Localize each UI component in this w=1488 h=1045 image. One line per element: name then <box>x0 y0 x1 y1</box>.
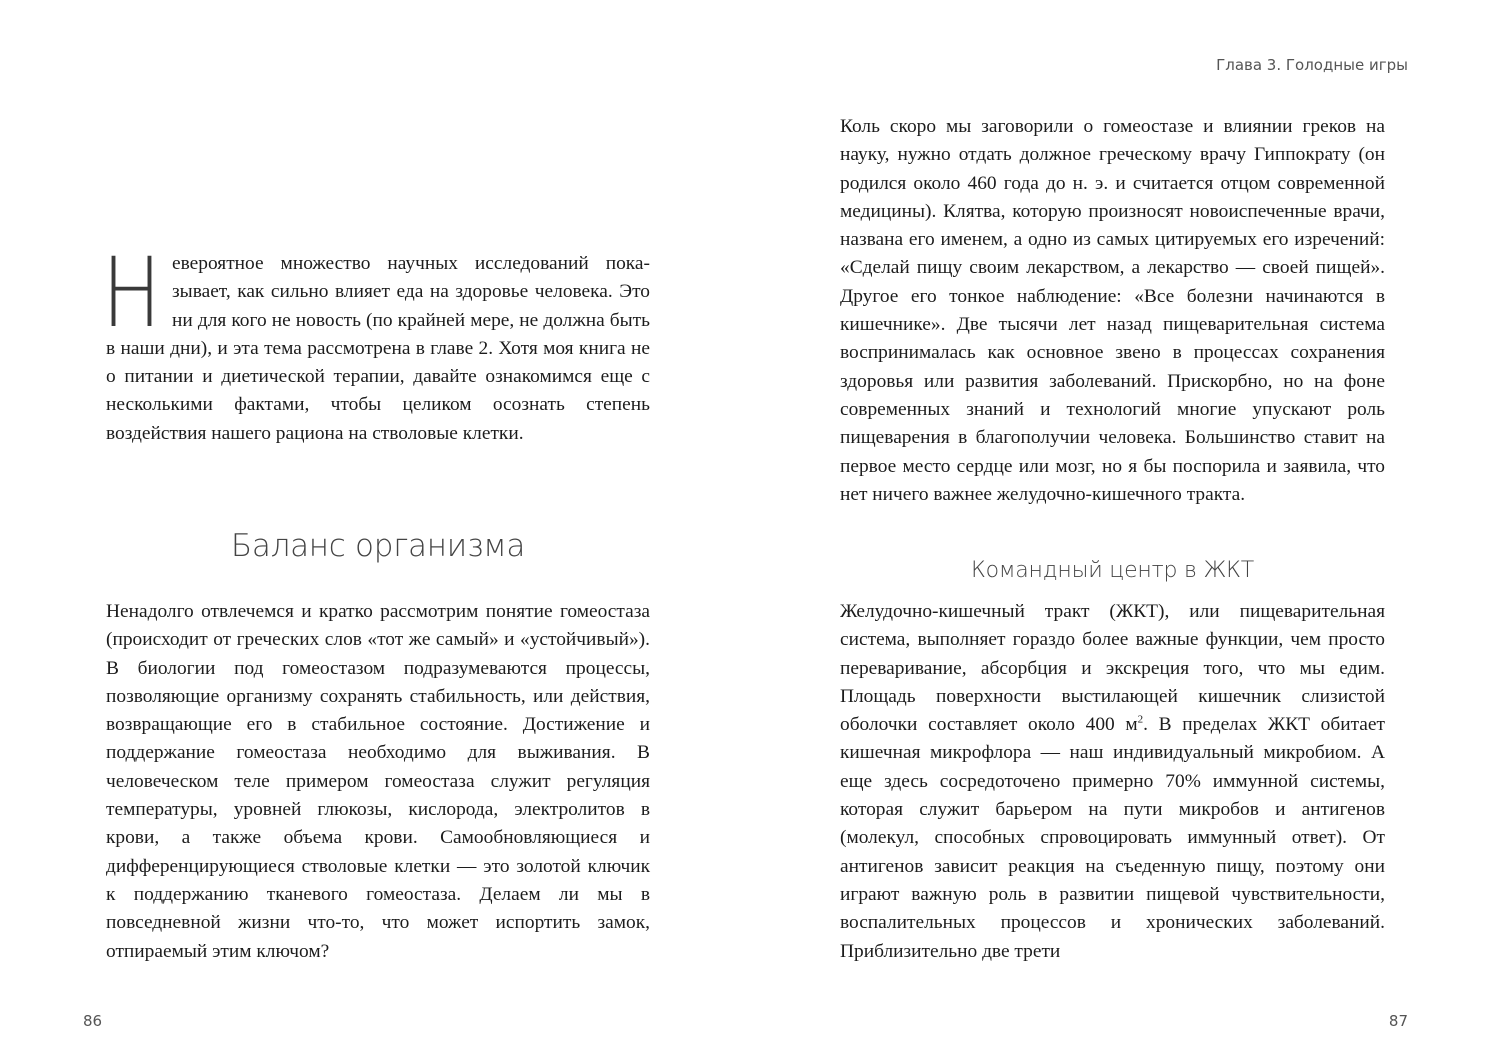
gut-text-start: Желудочно-кишечный тракт (ЖКТ), или пищеварительная система, выполняет гораздо более важные функции, чем просто переваривание, абсорбция и экскреция того, что мы едим. Площадь поверхности выстилающей кишечник слизистой оболочки составляет около 400 м <box>840 601 1385 736</box>
intro-text: евероятное множество научных исследований показывает, как сильно влияет еда на здоровье человека. Это ни для кого не новость (по крайней мере, не должна быть в наши дни), и эта тема рассмотрена в главе 2. Хотя моя книга не о питании и диетической терапии, давайте ознакомимся еще с несколькими фактами, чтобы целиком осознать степень воздействия нашего рациона на стволовые клетки. <box>106 253 650 444</box>
gut-text-end: . В пределах ЖКТ обитает кишечная микрофлора — наш индивидуальный микробиом. А еще здесь сосредоточено примерно 70% иммунной системы, которая служит барьером на пути микробов и антигенов (молекул, способных спровоцировать иммунный ответ). От антигенов зависит реакция на съеденную пищу, поэтому они играют важную роль в развитии пищевой чувствительности, воспалительных процессов и хронических заболеваний. Приблизительно две трети <box>840 714 1385 962</box>
running-head: Глава 3. Голодные игры <box>1216 56 1408 74</box>
section-paragraph: Ненадолго отвлечемся и кратко рассмотрим понятие гомеостаза (происходит от греческих слов «тот же самый» и «устойчивый»). В биологии под гомеостазом подразумеваются процессы, позволяющие организму сохранять стабильность, или действия, возвращающие его в стабильное состояние. Достижение и поддержание гомеостаза необходимо для выживания. В человеческом теле примером гомеостаза служит регуляция температуры, уровней глюкозы, кислорода, электролитов в крови, а также объема крови. Самообновляющиеся и дифференцирующиеся стволовые клетки — это золотой ключик к поддержанию тканевого гомеостаза. Делаем ли мы в повседневной жизни что-то, что может испортить замок, отпираемый этим ключом? <box>106 601 650 962</box>
page-number-right: 87 <box>1388 1012 1408 1030</box>
gut-paragraph <box>840 598 1385 966</box>
intro-paragraph <box>102 237 650 448</box>
hippocrates-paragraph: Коль скоро мы заговорили о гомеостазе и влиянии греков на науку, нужно отдать должное греческому врачу Гиппократу (он родился около 460 года до н. э. и считается отцом современной медицины). Клятва, которую произносят новоиспеченные врачи, названа его именем, а одно из самых цитируемых его изречений: «Сделай пищу своим лекарством, а лекарство — своей пищей». Другое его тонкое наблюдение: «Все болезни начинаются в кишечнике». Две тысячи лет назад пищеварительная система воспринималась как основное звено в процессах сохранения здоровья или развития заболеваний. Прискорбно, но на фоне современных знаний и технологий многие упускают роль пищеварения в благополучии человека. Большинство ставит на первое место сердце или мозг, но я бы поспорила и заявила, что нет ничего важнее желудочно-кишечного тракта. <box>840 116 1385 505</box>
section-heading: Баланс организма <box>230 528 526 564</box>
subsection-heading: Командный центр в ЖКТ <box>970 558 1255 583</box>
square-superscript: 2 <box>1137 713 1144 726</box>
right-page <box>744 0 1488 1045</box>
page-number-left: 86 <box>83 1012 103 1030</box>
drop-cap: Н <box>102 237 162 349</box>
